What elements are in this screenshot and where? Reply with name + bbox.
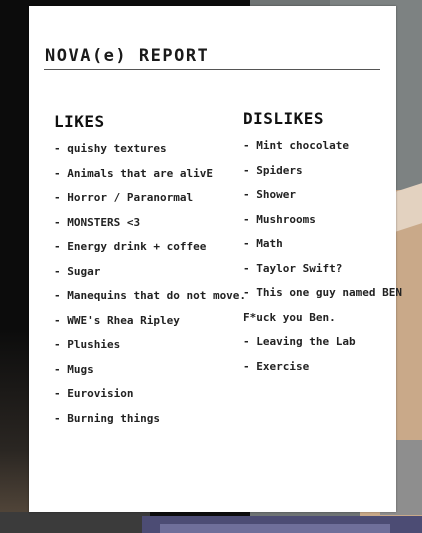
likes-item: - MONSTERS <3 — [54, 215, 141, 229]
dislikes-item: - Shower — [243, 188, 296, 201]
report-paper — [29, 6, 402, 512]
likes-item: - Energy drink + coffee — [54, 240, 207, 253]
dislikes-item: - Math — [243, 237, 283, 250]
dislikes-item: F*uck you Ben. — [243, 310, 336, 324]
likes-item: - Animals that are alivE — [54, 166, 213, 180]
title-divider — [44, 69, 380, 70]
dislikes-item: - Mint chocolate — [243, 139, 349, 152]
likes-item: - Horror / Paranormal — [54, 191, 194, 204]
dislikes-item: - This one guy named BEN — [243, 286, 402, 299]
likes-item: - Manequins that do not move. — [54, 289, 247, 302]
floor-edge — [0, 512, 150, 533]
dislikes-item: - Exercise — [243, 359, 310, 373]
dislikes-heading: DISLIKES — [243, 109, 325, 128]
likes-item: - Eurovision — [54, 387, 134, 400]
likes-column — [54, 112, 254, 435]
likes-item: - quishy textures — [54, 142, 167, 155]
likes-item: - Sugar — [54, 264, 101, 278]
likes-item: - Burning things — [54, 411, 160, 425]
dislikes-item: - Spiders — [243, 163, 303, 177]
likes-item: - Plushies — [54, 338, 121, 351]
likes-item: - WWE's Rhea Ripley — [54, 313, 180, 327]
dislikes-item: - Leaving the Lab — [243, 335, 356, 348]
purple-ledge-inner — [160, 524, 390, 533]
dislikes-item: - Taylor Swift? — [243, 261, 343, 275]
left-floor-shade — [0, 330, 30, 530]
dislikes-item: - Mushrooms — [243, 212, 316, 226]
report-title: NOVA(e) REPORT — [45, 46, 210, 66]
likes-item: - Mugs — [54, 362, 94, 376]
dislikes-column — [243, 109, 402, 383]
likes-heading: LIKES — [54, 112, 105, 131]
